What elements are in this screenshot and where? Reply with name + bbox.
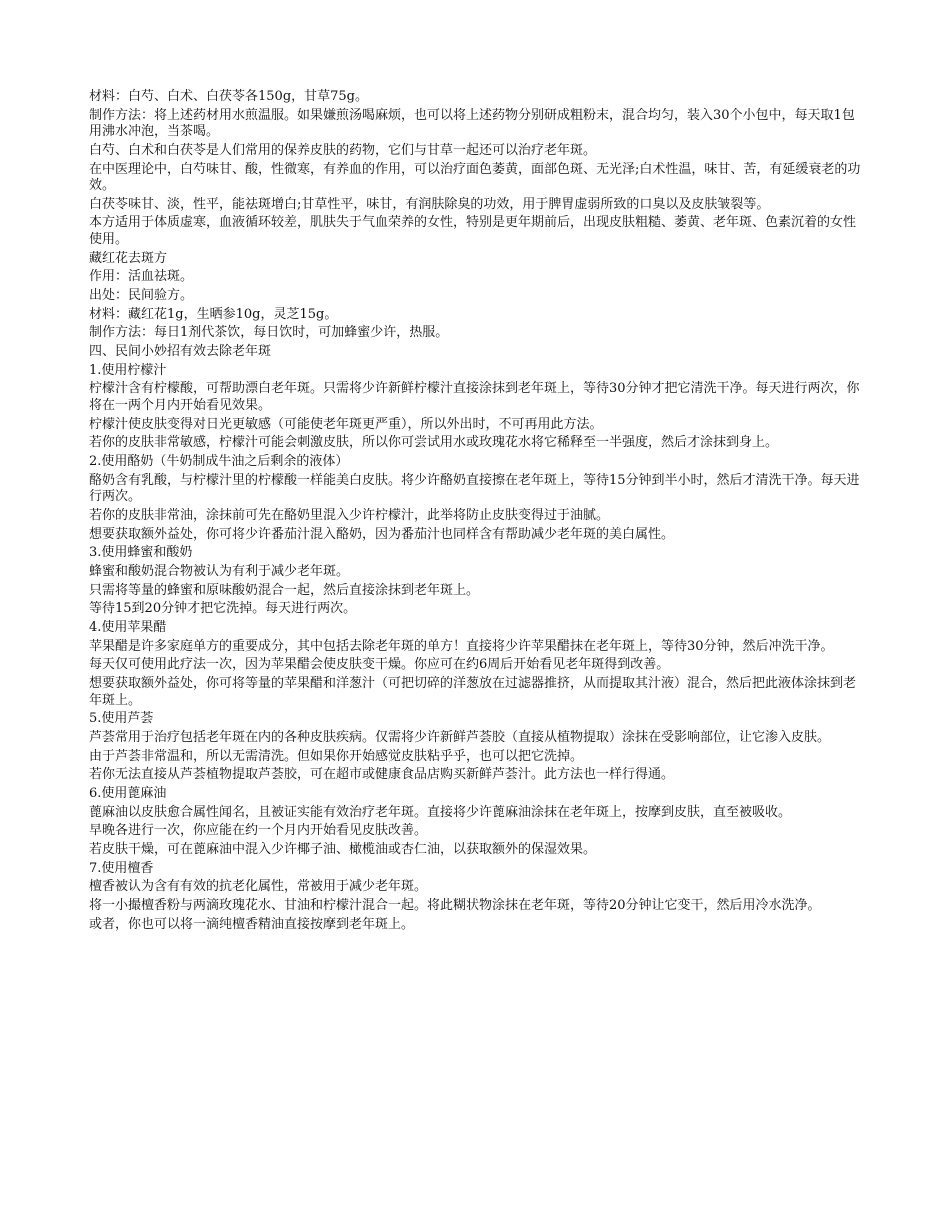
paragraph-30: 芦荟常用于治疗包括老年斑在内的各种皮肤疾病。仅需将少许新鲜芦荟胶（直接从植物提取）涂抹在受影响部位，让它渗入皮肤。 bbox=[89, 729, 831, 745]
paragraph-18: 酪奶含有乳酸，与柠檬汁里的柠檬酸一样能美白皮肤。将少许酪奶直接擦在老年斑上，等待15分钟到半小时，然后才清洗干净。每天进行两次。 bbox=[89, 472, 860, 505]
subheading-aloe: 5.使用芦荟 bbox=[89, 711, 154, 727]
paragraph-35: 早晚各进行一次，你应能在约一个月内开始看见皮肤改善。 bbox=[89, 823, 428, 839]
paragraph-22: 蜂蜜和酸奶混合物被认为有利于减少老年斑。 bbox=[89, 563, 350, 579]
paragraph-1: 材料：白芍、白术、白茯苓各150g，甘草75g。 bbox=[89, 89, 368, 104]
paragraph-27: 每天仅可使用此疗法一次，因为苹果醋会使皮肤变干燥。你应可在约6周后开始看见老年斑得到改善。 bbox=[89, 657, 670, 673]
paragraph-6: 本方适用于体质虚寒，血液循环较差，肌肤失于气血荣养的女性，特别是更年期前后，出现皮肤粗糙、萎黄、老年斑、色素沉着的女性使用。 bbox=[89, 215, 857, 247]
paragraph-40: 或者，你也可以将一滴纯檀香精油直接按摩到老年斑上。 bbox=[89, 916, 415, 932]
paragraph-14: 柠檬汁含有柠檬酸，可帮助漂白老年斑。只需将少许新鲜柠檬汁直接涂抹到老年斑上，等待30分钟才把它清洗干净。每天进行两次，你将在一两个月内开始看见效果。 bbox=[89, 381, 860, 413]
section-heading-saffron: 藏红花去斑方 bbox=[89, 250, 168, 266]
paragraph-31: 由于芦荟非常温和，所以无需清洗。但如果你开始感觉皮肤粘乎乎，也可以把它洗掉。 bbox=[89, 748, 584, 764]
paragraph-20: 想要获取额外益处，你可将少许番茄汁混入酪奶，因为番茄汁也同样含有帮助减少老年斑的美白属性。 bbox=[89, 526, 675, 542]
paragraph-5: 白茯苓味甘、淡，性平，能祛斑增白;甘草性平，味甘，有润肤除臭的功效，用于脾胃虚弱所致的口臭以及皮肤皱裂等。 bbox=[89, 196, 770, 212]
subheading-castor-oil: 6.使用蓖麻油 bbox=[89, 786, 167, 801]
paragraph-15: 柠檬汁使皮肤变得对日光更敏感（可能使老年斑更严重），所以外出时，不可再用此方法。 bbox=[89, 416, 603, 432]
paragraph-38: 檀香被认为含有有效的抗老化属性，常被用于减少老年斑。 bbox=[89, 879, 428, 895]
paragraph-16: 若你的皮肤非常敏感，柠檬汁可能会刺激皮肤，所以你可尝试用水或玫瑰花水将它稀释至一半强度，然后才涂抹到身上。 bbox=[89, 435, 779, 451]
paragraph-9: 出处：民间验方。 bbox=[89, 288, 194, 303]
paragraph-39: 将一小撮檀香粉与两滴玫瑰花水、甘油和柠檬汁混合一起。将此糊状物涂抹在老年斑，等待20分钟让它变干，然后用冷水洗净。 bbox=[89, 898, 821, 914]
paragraph-32: 若你无法直接从芦荟植物提取芦荟胶，可在超市或健康食品店购买新鲜芦荟汁。此方法也一样行得通。 bbox=[89, 767, 675, 783]
paragraph-11: 制作方法：每日1剂代茶饮，每日饮时，可加蜂蜜少许，热服。 bbox=[89, 325, 449, 341]
paragraph-36: 若皮肤干燥，可在蓖麻油中混入少许椰子油、橄榄油或杏仁油，以获取额外的保湿效果。 bbox=[89, 842, 597, 858]
paragraph-10: 材料：藏红花1g，生晒参10g，灵芝15g。 bbox=[89, 306, 338, 322]
paragraph-28: 想要获取额外益处，你可将等量的苹果醋和洋葱汁（可把切碎的洋葱放在过滤器推挤，从而提取其汁液）混合，然后把此液体涂抹到老年斑上。 bbox=[89, 676, 857, 708]
subheading-sandalwood: 7.使用檀香 bbox=[89, 860, 154, 876]
paragraph-24: 等待15到20分钟才把它洗掉。每天进行两次。 bbox=[89, 601, 357, 617]
paragraph-19: 若你的皮肤非常油，涂抹前可先在酪奶里混入少许柠檬汁，此举将防止皮肤变得过于油腻。 bbox=[89, 507, 610, 523]
section-heading-folk-remedies: 四、民间小妙招有效去除老年斑 bbox=[89, 344, 272, 360]
subheading-apple-vinegar: 4.使用苹果醋 bbox=[89, 620, 167, 635]
subheading-lemon: 1.使用柠檬汁 bbox=[89, 362, 167, 378]
subheading-buttermilk: 2.使用酪奶（牛奶制成牛油之后剩余的液体） bbox=[89, 454, 349, 469]
paragraph-2: 制作方法：将上述药材用水煎温服。如果嫌煎汤喝麻烦，也可以将上述药物分别研成粗粉末，混合均匀，装入30个小包中，每天取1包用沸水冲泡，当茶喝。 bbox=[89, 107, 855, 140]
paragraph-34: 蓖麻油以皮肤愈合属性闻名，且被证实能有效治疗老年斑。直接将少许蓖麻油涂抹在老年斑上，按摩到皮肤，直至被吸收。 bbox=[89, 804, 792, 820]
paragraph-3: 白芍、白术和白茯苓是人们常用的保养皮肤的药物，它们与甘草一起还可以治疗老年斑。 bbox=[89, 142, 597, 158]
document-body bbox=[89, 89, 864, 936]
subheading-honey-yogurt: 3.使用蜂蜜和酸奶 bbox=[89, 545, 193, 561]
paragraph-4: 在中医理论中，白芍味甘、酸，性微寒，有养血的作用，可以治疗面色萎黄，面部色斑、无光泽;白术性温，味甘、苦，有延缓衰老的功效。 bbox=[89, 161, 861, 194]
paragraph-26: 苹果醋是许多家庭单方的重要成分，其中包括去除老年斑的单方！直接将少许苹果醋抹在老年斑上，等待30分钟，然后冲洗干净。 bbox=[89, 638, 834, 654]
paragraph-23: 只需将等量的蜂蜜和原味酸奶混合一起，然后直接涂抹到老年斑上。 bbox=[89, 582, 480, 598]
paragraph-8: 作用：活血祛斑。 bbox=[89, 269, 194, 285]
